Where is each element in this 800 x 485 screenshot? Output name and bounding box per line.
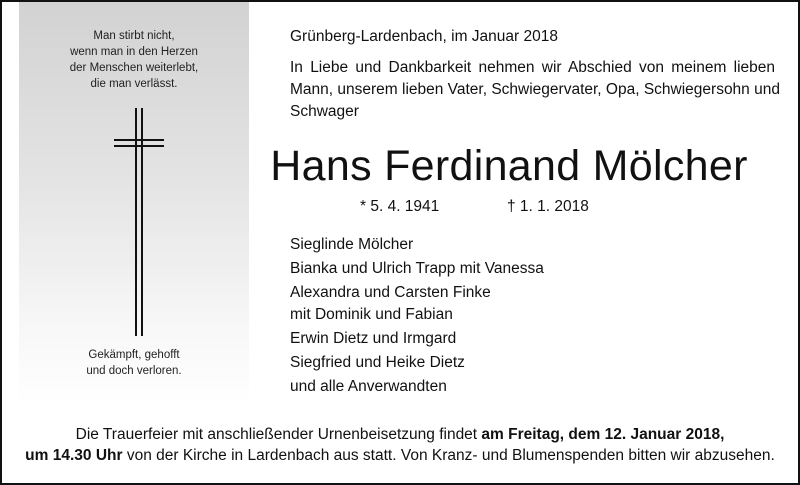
funeral-text: von der Kirche in Lardenbach aus statt. Von Kranz- und Blumenspenden bitten wir abzusehen. xyxy=(122,447,775,464)
mourner-item xyxy=(290,282,544,326)
intro-line: Mann, unserem lieben Vater, Schwiegervater, Opa, Schwiegersohn und xyxy=(290,81,780,98)
mourner-line: Alexandra und Carsten Finke xyxy=(290,284,491,301)
intro-line: In Liebe und Dankbarkeit nehmen wir Abschied von meinem lieben xyxy=(290,59,775,76)
intro-text xyxy=(290,57,780,123)
quote-top xyxy=(19,28,249,92)
funeral-line-2 xyxy=(2,445,798,466)
mourner-item xyxy=(290,376,544,400)
funeral-line-1 xyxy=(2,424,798,445)
quote-line: Gekämpft, gehofft xyxy=(88,349,180,361)
quote-line: die man verlässt. xyxy=(90,78,178,90)
funeral-info xyxy=(2,424,798,466)
funeral-date: am Freitag, dem 12. Januar 2018, xyxy=(481,426,725,443)
mourner-item xyxy=(290,352,544,376)
quote-bottom xyxy=(19,347,249,379)
quote-line: und doch verloren. xyxy=(86,365,182,377)
death-date: † 1. 1. 2018 xyxy=(507,198,589,215)
intro-line: Schwager xyxy=(290,103,359,120)
mourners-list xyxy=(290,234,544,400)
cross-icon xyxy=(114,108,164,336)
funeral-time: um 14.30 Uhr xyxy=(25,447,123,464)
quote-line: Man stirbt nicht, xyxy=(93,30,175,42)
quote-line: der Menschen weiterlebt, xyxy=(69,62,199,74)
place-date: Grünberg-Lardenbach, im Januar 2018 xyxy=(290,28,558,45)
quote-line: wenn man in den Herzen xyxy=(70,46,198,58)
mourner-item xyxy=(290,234,544,258)
mourner-line: Bianka und Ulrich Trapp mit Vanessa xyxy=(290,260,544,277)
mourner-line: Sieglinde Mölcher xyxy=(290,236,414,253)
mourner-line: mit Dominik und Fabian xyxy=(290,306,453,323)
deceased-name: Hans Ferdinand Mölcher xyxy=(270,142,748,190)
mourner-line: Erwin Dietz und Irmgard xyxy=(290,330,457,347)
mourner-item xyxy=(290,328,544,352)
funeral-text: Die Trauerfeier mit anschließender Urnenbeisetzung findet xyxy=(75,426,482,443)
sidebar-panel xyxy=(19,0,249,406)
birth-date: * 5. 4. 1941 xyxy=(360,198,440,215)
mourner-line: und alle Anverwandten xyxy=(290,378,447,395)
mourner-item xyxy=(290,258,544,282)
mourner-line: Siegfried und Heike Dietz xyxy=(290,354,465,371)
